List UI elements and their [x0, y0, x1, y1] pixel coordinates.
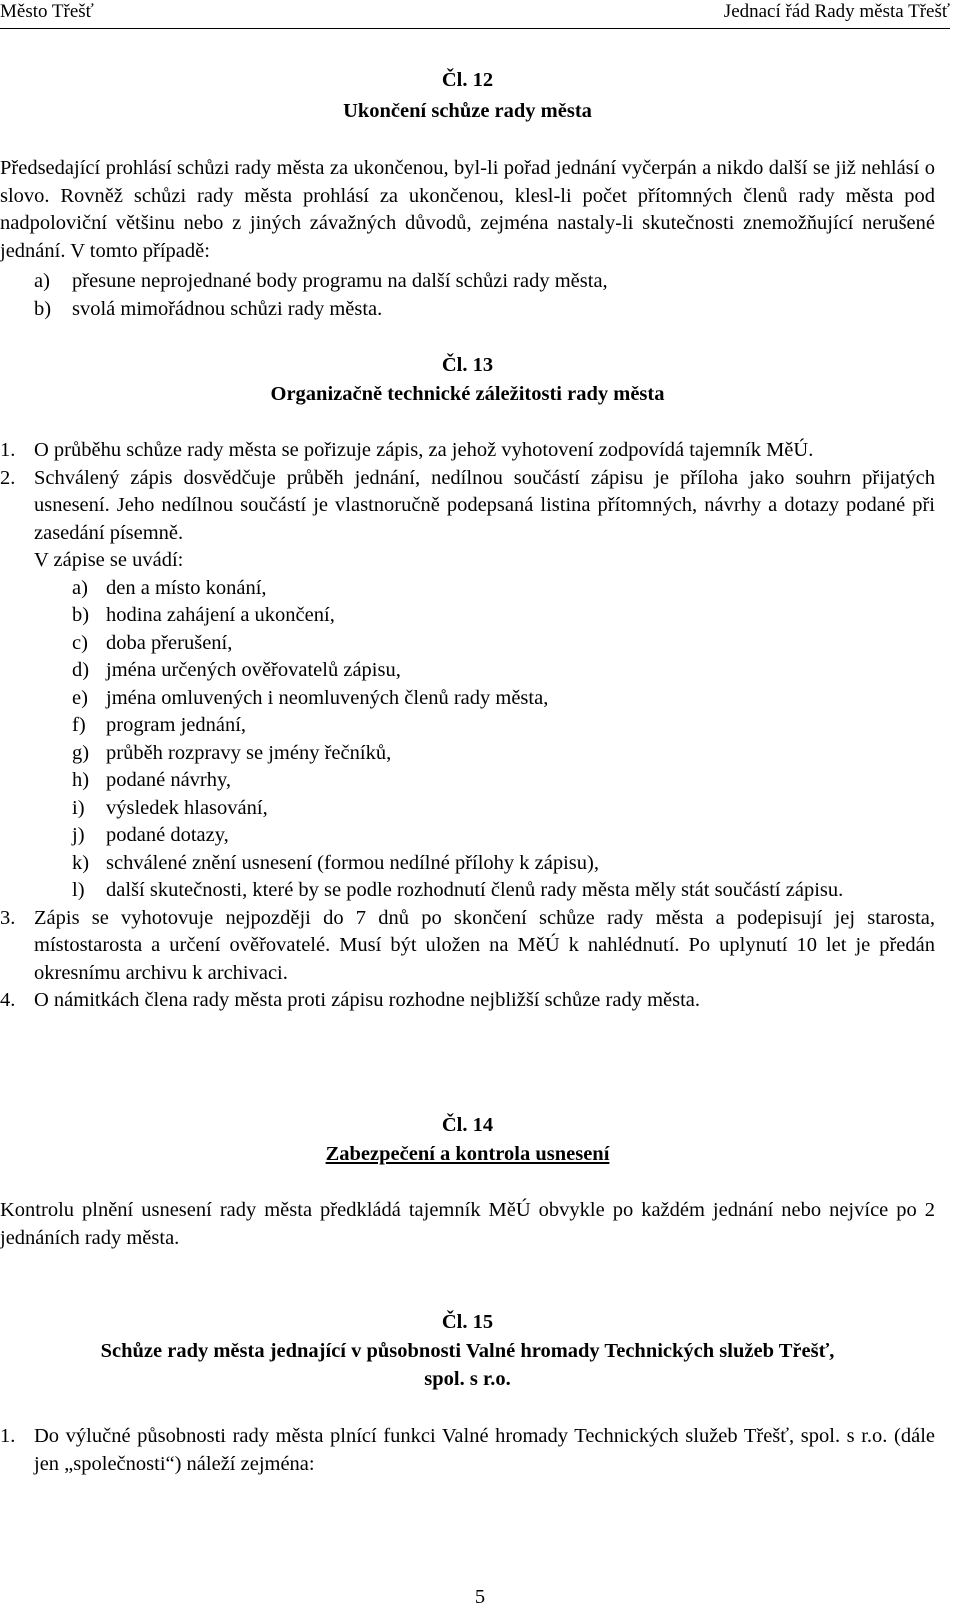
list-item: k) schválené znění usnesení (formou nedílné přílohy k zápisu), [72, 851, 599, 874]
list-item: a) přesune neprojednané body programu na další schůzi rady města, [34, 270, 608, 292]
page-number: 5 [474, 1586, 486, 1608]
list-item: b) svolá mimořádnou schůzi rady města. [34, 297, 383, 320]
article-13-title: Organizačně technické záležitosti rady města [270, 383, 665, 405]
header-right: Jednací řád Rady města Třešť [723, 1, 950, 22]
list-item: d) jména určených ověřovatelů zápisu, [72, 659, 401, 681]
article-12-list [0, 268, 935, 323]
article-15-number: Čl. 15 [441, 1311, 494, 1333]
article-13-number: Čl. 13 [441, 354, 494, 376]
article-14-number: Čl. 14 [441, 1114, 494, 1136]
list-item: g) průběh rozpravy se jmény řečníků, [72, 741, 392, 764]
article-13-body [0, 437, 935, 1015]
numbered-paragraph-2: 2. Schválený zápis dosvědčuje průběh jednání, nedílnou součástí zápisu je příloha jako souhrn přijatých usnesení. Jeho nedílnou součástí je vlastnoručně podepsaná listina přítomných, návrhy a dotazy podané při zasedání písemně. [0, 466, 935, 544]
minutes-list-intro: V zápise se uvádí: [34, 549, 184, 571]
header-left: Město Třešť [0, 1, 94, 22]
list-item: i) výsledek hlasování, [72, 796, 268, 819]
article-12-number: Čl. 12 [441, 69, 494, 91]
list-item: f) program jednání, [72, 714, 247, 736]
page-header [0, 0, 960, 24]
numbered-paragraph-4: 4. O námitkách člena rady města proti zápisu rozhodne nejbližší schůze rady města. [0, 989, 701, 1011]
list-item: a) den a místo konání, [72, 576, 267, 599]
numbered-paragraph-1: 1. O průběhu schůze rady města se pořizuje zápis, za jehož vyhotovení zodpovídá tajemník MěÚ. [0, 439, 814, 461]
article-14-paragraph: Kontrolu plnění usnesení rady města předkládá tajemník MěÚ obvykle po každém jednání nebo nejvíce po 2 jednáních rady města. [0, 1199, 935, 1249]
list-item: c) doba přerušení, [72, 631, 233, 654]
list-item: j) podané dotazy, [72, 824, 229, 846]
list-item: b) hodina zahájení a ukončení, [72, 604, 335, 626]
article-12-title: Ukončení schůze rady města [343, 100, 592, 122]
header-divider [0, 28, 950, 29]
article-12-paragraph: Předsedající prohlásí schůzi rady města za ukončenou, byl-li pořad jednání vyčerpán a nikdo další se již nehlásí o slovo. Rovněž schůzi rady města prohlásí za ukončenou, klesl-li počet přítomných členů rady města pod nadpoloviční většinu nebo z jiných závažných důvodů, zejména nastaly-li skutečnosti znemožňující nerušené jednání. V tomto případě: [0, 157, 935, 262]
list-item: e) jména omluvených i neomluvených členů rady města, [72, 686, 549, 709]
numbered-paragraph-3: 3. Zápis se vyhotovuje nejpozději do 7 dnů po skončení schůze rady města a podepisují jej starosta, místostarosta a určení ověřovatelé. Musí být uložen na MěÚ k nahlédnutí. Po uplynutí 10 let je předán okresnímu archivu k archivaci. [0, 906, 935, 984]
list-item: l) další skutečnosti, které by se podle rozhodnutí členů rady města měly stát součástí zápisu. [72, 879, 844, 901]
numbered-paragraph-1: 1. Do výlučné působnosti rady města plnící funkci Valné hromady Technických služeb Třešť, spol. s r.o. (dále jen „společnosti“) náleží zejména: [0, 1425, 935, 1475]
list-item: h) podané návrhy, [72, 769, 232, 791]
article-15-title: Schůze rady města jednající v působnosti Valné hromady Technických služeb Třešť, spol. s r.o. [100, 1340, 835, 1390]
article-14-title: Zabezpečení a kontrola usnesení [325, 1143, 610, 1165]
article-15-body [0, 1423, 935, 1478]
